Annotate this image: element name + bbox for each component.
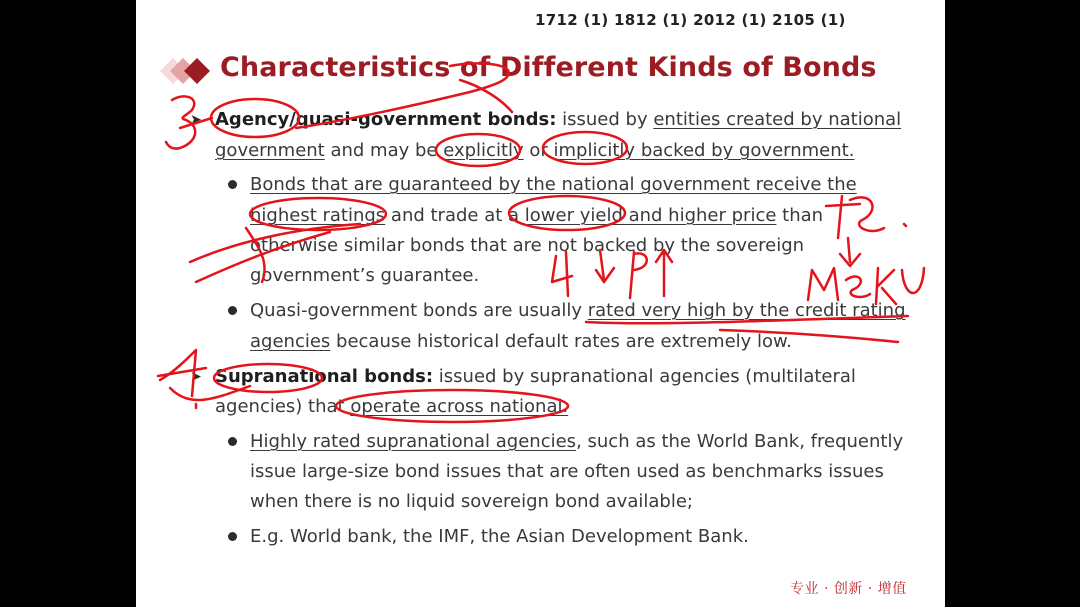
agency-underlined: backed by government. [635, 140, 855, 161]
bullet-dot-icon [228, 437, 237, 446]
agency-implicitly: implicitly [553, 140, 636, 161]
agency-bullet1-text: than [776, 205, 824, 226]
agency-bullet2-underlined: rated very high by the credit rating [587, 300, 906, 321]
supra-text: agencies) that [215, 396, 351, 417]
agency-bullet2-line1 [250, 299, 906, 323]
highest-ratings: highest ratings [250, 205, 386, 226]
supra-bullet1-text: , such as the World Bank, frequently [576, 431, 904, 452]
agency-underlined: entities created by national [653, 109, 902, 130]
agency-bullet1-text: Bonds that are guaranteed by the national government receive the [250, 174, 857, 195]
lower-yield-higher-price: lower yield and higher price [524, 205, 777, 226]
agency-text: and may be [324, 140, 444, 161]
agency-bullet1-line1 [250, 173, 857, 197]
agency-bullet2-underlined: agencies [250, 331, 331, 352]
supra-bullet1-underlined: Highly rated supranational agencies [250, 431, 577, 452]
bullet-dot-icon [228, 306, 237, 315]
agency-text: issued by [556, 109, 654, 130]
exam-codes: 1712 (1) 1812 (1) 2012 (1) 2105 (1) [535, 11, 846, 29]
bullet-dot-icon [228, 532, 237, 541]
agency-bullet1-line4: government’s guarantee. [250, 265, 480, 286]
supra-text: issued by supranational agencies (multilateral [433, 366, 856, 387]
agency-term: Agency/quasi-government bonds: [215, 109, 557, 130]
supra-line-2 [215, 395, 568, 419]
agency-bullet2-text: Quasi-government bonds are usually [250, 300, 588, 321]
agency-line-2 [215, 139, 854, 163]
agency-bullet1-line2 [250, 204, 823, 228]
supra-underlined: operate across national. [350, 396, 569, 417]
agency-text: or [523, 140, 554, 161]
supra-bullet2-line1: E.g. World bank, the IMF, the Asian Development Bank. [250, 526, 749, 547]
supra-term: Supranational bonds: [215, 366, 434, 387]
supra-line-1 [215, 365, 856, 389]
agency-line-1 [215, 108, 901, 132]
supra-bullet1-line1 [250, 430, 903, 454]
agency-underlined: government [215, 140, 325, 161]
agency-explicitly: explicitly [443, 140, 524, 161]
title-diamond-icon [158, 56, 218, 86]
arrow-bullet-icon: ➤ [190, 112, 202, 128]
supra-bullet1-line3: when there is no liquid sovereign bond available; [250, 491, 693, 512]
agency-bullet2-text: because historical default rates are extremely low. [330, 331, 792, 352]
slide-title: Characteristics of Different Kinds of Bonds [220, 52, 877, 83]
arrow-bullet-icon: ➤ [190, 369, 202, 385]
agency-bullet1-text: and trade at a [385, 205, 525, 226]
agency-bullet2-line2 [250, 330, 792, 354]
bullet-dot-icon [228, 180, 237, 189]
supra-bullet1-line2: issue large-size bond issues that are often used as benchmarks issues [250, 461, 884, 482]
agency-bullet1-line3: otherwise similar bonds that are not backed by the sovereign [250, 235, 805, 256]
footer-slogan: 专业 · 创新 · 增值 [790, 581, 907, 597]
